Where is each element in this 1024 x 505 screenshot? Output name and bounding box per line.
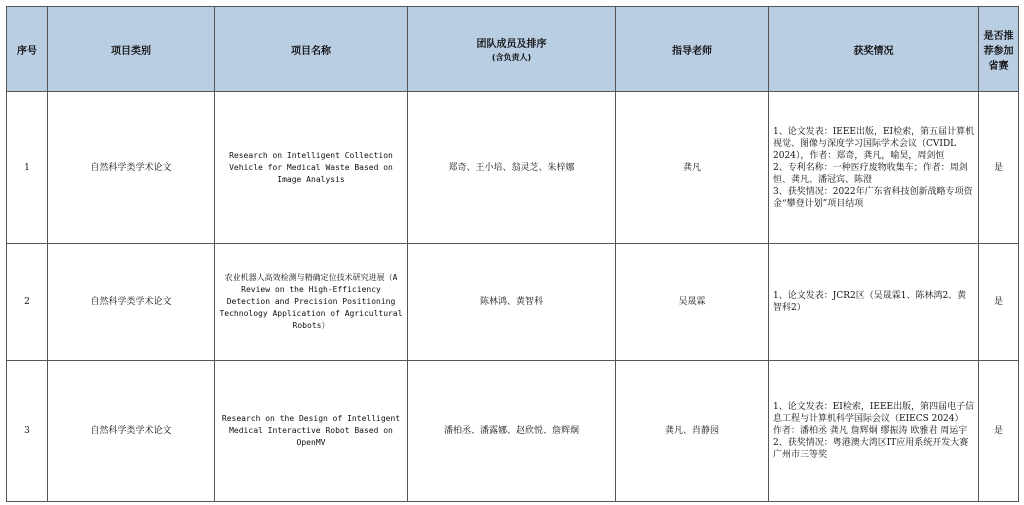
cell-index: 3 xyxy=(7,361,48,502)
cell-index: 2 xyxy=(7,244,48,361)
header-members-note: (含负责人) xyxy=(491,53,532,62)
cell-recommend: 是 xyxy=(979,92,1019,244)
cell-advisor: 龚凡 xyxy=(616,92,769,244)
cell-category: 自然科学类学术论文 xyxy=(48,361,215,502)
table-row xyxy=(7,361,1019,502)
cell-project-name: Research on Intelligent Collection Vehicle for Medical Waste Based on Image Analysis xyxy=(215,92,408,244)
header-name: 项目名称 xyxy=(215,7,408,92)
cell-project-name: Research on the Design of Intelligent Medical Interactive Robot Based on OpenMV xyxy=(215,361,408,502)
cell-category: 自然科学类学术论文 xyxy=(48,92,215,244)
cell-category: 自然科学类学术论文 xyxy=(48,244,215,361)
table-row xyxy=(7,244,1019,361)
cell-advisor: 龚凡、肖静园 xyxy=(616,361,769,502)
header-index: 序号 xyxy=(7,7,48,92)
award-line: 2、获奖情况：粤港澳大湾区IT应用系统开发大赛广州市三等奖 xyxy=(773,438,969,460)
award-line: 2、专利名称：一种医疗废物收集车；作者：周剑恒、龚凡、潘冠宾、陈澄 xyxy=(773,162,968,185)
awards-table-container xyxy=(6,6,1019,502)
cell-index: 1 xyxy=(7,92,48,244)
cell-members: 郑奇、王小培、翁灵芝、朱梓娜 xyxy=(408,92,616,244)
award-line: 3、获奖情况：2022年广东省科技创新战略专项资金“攀登计划”项目结项 xyxy=(773,186,973,209)
cell-members: 潘柏丞、潘露娜、赵欣悦、詹辉炯 xyxy=(408,361,616,502)
award-line: 1、论文发表：JCR2区（吴晟霖1、陈林鸿2、黄智科2） xyxy=(773,291,967,313)
cell-awards xyxy=(769,92,979,244)
header-advisor: 指导老师 xyxy=(616,7,769,92)
table-row xyxy=(7,92,1019,244)
award-line: 1、论文发表：EI检索，IEEE出版，第四届电子信息工程与计算机科学国际会议（EIECS 2024） xyxy=(773,402,975,424)
header-members xyxy=(408,7,616,92)
cell-members: 陈林鸿、黄智科 xyxy=(408,244,616,361)
header-recommend: 是否推荐参加省赛 xyxy=(979,7,1019,92)
cell-recommend: 是 xyxy=(979,361,1019,502)
header-awards: 获奖情况 xyxy=(769,7,979,92)
header-members-label: 团队成员及排序 xyxy=(476,39,547,50)
header-category: 项目类别 xyxy=(48,7,215,92)
cell-recommend: 是 xyxy=(979,244,1019,361)
award-line: 作者：潘柏丞 龚凡 詹辉炯 缪振涛 欧雅君 周运宇 xyxy=(773,426,968,436)
cell-project-name: 农业机器人高效检测与精确定位技术研究进展（A Review on the High-Efficiency Detection and Precision Positioning Technology Application of Agricultural Robots） xyxy=(215,244,408,361)
award-line: 1、论文发表：IEEE出版，EI检索，第五届计算机视觉、图像与深度学习国际学术会议（CVIDL 2024），作者：郑奇，龚凡，喻昊，周剑恒 xyxy=(773,126,975,161)
cell-awards xyxy=(769,244,979,361)
cell-advisor: 吴晟霖 xyxy=(616,244,769,361)
header-row xyxy=(7,7,1019,92)
cell-awards xyxy=(769,361,979,502)
project-awards-table xyxy=(6,6,1019,502)
